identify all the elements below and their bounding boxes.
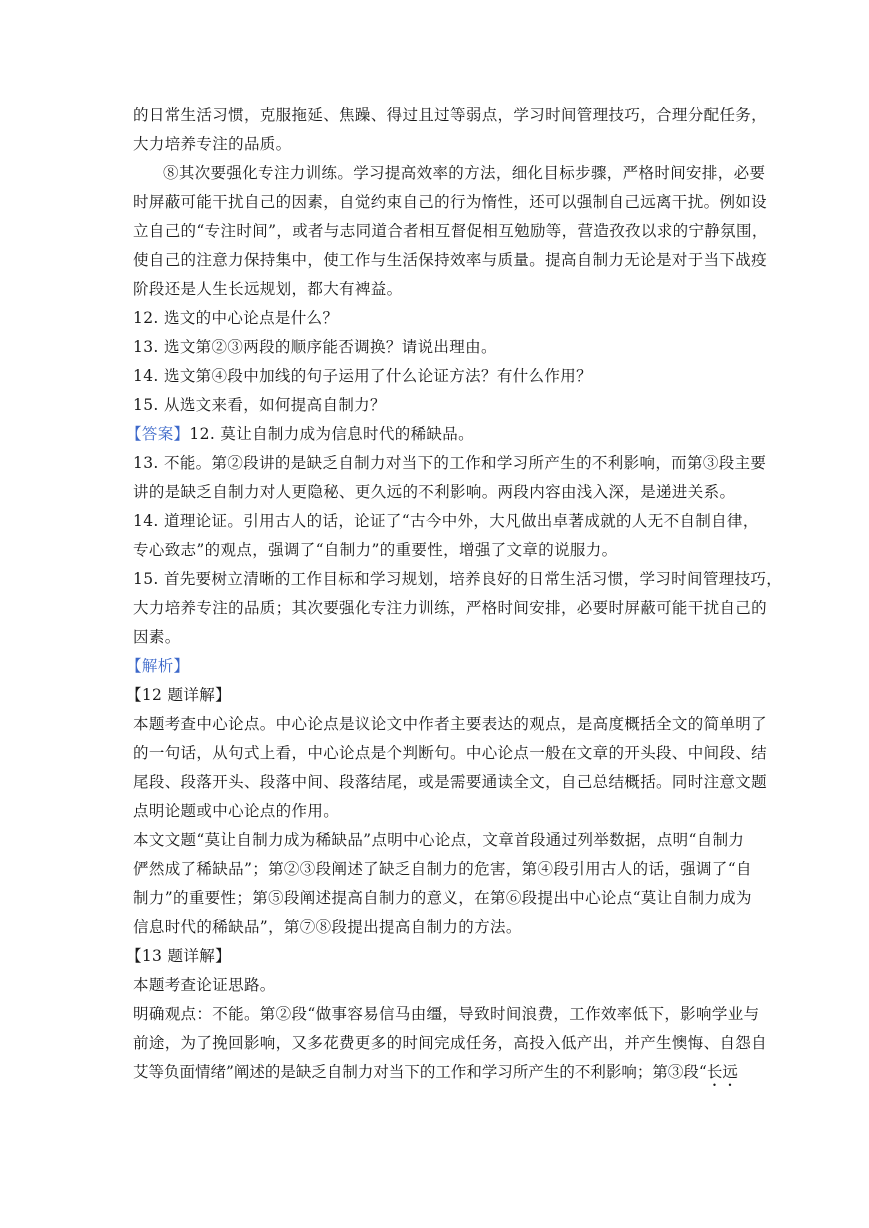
q13-heading: 【13 题详解】: [126, 947, 231, 965]
q12-line: 信息时代的稀缺品”，第⑦⑧段提出提高自制力的方法。: [133, 918, 522, 936]
passage-line: 使自己的注意力保持集中，使工作与生活保持效率与质量。提高自制力无论是对于当下战疫: [133, 251, 768, 269]
answer-line: 14. 道理论证。引用古人的话，论证了“古今中外，大凡做出卓著成就的人无不自制自律，: [133, 512, 759, 530]
analysis-tag: 【解析】: [126, 657, 190, 675]
passage-line: 时屏蔽可能干扰自己的因素，自觉约束自己的行为惰性，还可以强制自己远离干扰。例如设: [133, 193, 768, 211]
q12-heading: 【12 题详解】: [126, 686, 231, 704]
q12-line: 的一句话，从句式上看，中心论点是个判断句。中心论点一般在文章的开头段、中间段、结: [133, 744, 768, 762]
answer-line: 讲的是缺乏自制力对人更隐秘、更久远的不利影响。两段内容由浅入深，是递进关系。: [133, 483, 736, 501]
answer-first-line: [126, 424, 736, 444]
q13-line: 明确观点：不能。第②段“做事容易信马由缰，导致时间浪费，工作效率低下，影响学业与: [133, 1005, 760, 1023]
q13-emphasized-text: 长远: [706, 1063, 738, 1081]
q12-line: 俨然成了稀缺品”；第②③段阐述了缺乏自制力的危害，第④段引用古人的话，强调了“自: [133, 860, 752, 878]
q12-line: 本题考查中心论点。中心论点是议论文中作者主要表达的观点，是高度概括全文的简单明了: [133, 715, 768, 733]
q13-line: 艾等负面情绪”阐述的是缺乏自制力对当下的工作和学习所产生的不利影响；第③段“: [133, 1063, 707, 1081]
q12-line: 点明论题或中心论点的作用。: [133, 802, 340, 820]
passage-line: 立自己的“专注时间”，或者与志同道合者相互督促相互勉励等，营造孜孜以求的宁静氛围，: [133, 222, 768, 240]
passage-line: 大力培养专注的品质。: [133, 135, 292, 153]
q13-last-line: [133, 1062, 743, 1090]
passage-line: ⑧其次要强化专注力训练。学习提高效率的方法，细化目标步骤，严格时间安排，必要: [163, 164, 766, 182]
passage-line: 的日常生活习惯，克服拖延、焦躁、得过且过等弱点，学习时间管理技巧，合理分配任务，: [133, 106, 768, 124]
answer-line: 专心致志”的观点，强调了“自制力”的重要性，增强了文章的说服力。: [133, 541, 618, 559]
answer-12: 12. 莫让自制力成为信息时代的稀缺品。: [189, 425, 474, 443]
answer-line: 因素。: [133, 628, 181, 646]
passage-line: 阶段还是人生长远规划，都大有裨益。: [133, 280, 403, 298]
q13-line: 本题考查论证思路。: [133, 976, 276, 994]
answer-line: 15. 首先要树立清晰的工作目标和学习规划，培养良好的日常生活习惯，学习时间管理技巧，: [133, 570, 783, 588]
question-15: 15. 从选文来看，如何提高自制力？: [133, 396, 386, 414]
q13-line: 前途，为了挽回影响，又多花费更多的时间完成任务，高投入低产出，并产生懊悔、自怨自: [133, 1034, 768, 1052]
q12-line: 尾段、段落开头、段落中间、段落结尾，或是需要通读全文，自己总结概括。同时注意文题: [133, 773, 768, 791]
q12-line: 本文文题“莫让自制力成为稀缺品”点明中心论点，文章首段通过列举数据，点明“自制力: [133, 831, 745, 849]
answer-line: 13. 不能。第②段讲的是缺乏自制力对当下的工作和学习所产生的不利影响，而第③段主要: [133, 454, 767, 472]
answer-tag: 【答案】: [126, 425, 190, 443]
q12-line: 制力”的重要性；第⑤段阐述提高自制力的意义，在第⑥段提出中心论点“莫让自制力成为: [133, 889, 752, 907]
question-13: 13. 选文第②③两段的顺序能否调换？请说出理由。: [133, 338, 497, 356]
question-12: 12. 选文的中心论点是什么？: [133, 309, 339, 327]
answer-line: 大力培养专注的品质；其次要强化专注力训练，严格时间安排，必要时屏蔽可能干扰自己的: [133, 599, 768, 617]
question-14: 14. 选文第④段中加线的句子运用了什么论证方法？有什么作用？: [133, 367, 592, 385]
